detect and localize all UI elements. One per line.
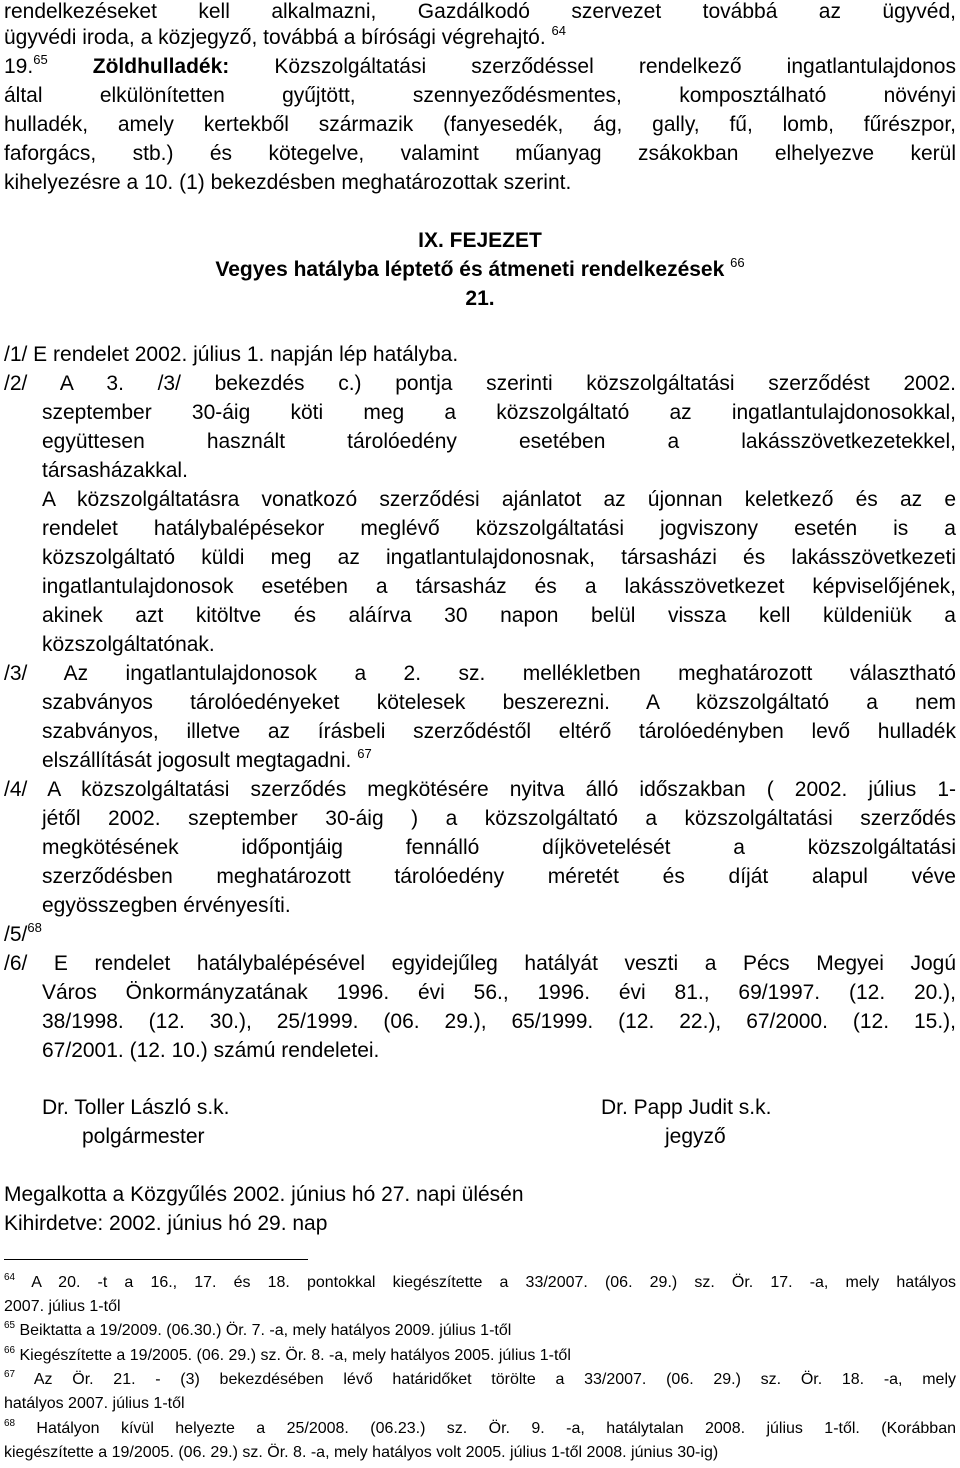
section-number: 21. bbox=[465, 287, 495, 310]
footnote-separator bbox=[4, 1259, 308, 1260]
text-line: együttesen használt tárolóedény esetében a lakásszövetkezetekkel, bbox=[42, 430, 956, 453]
paragraph-6: /6/ E rendelet hatálybalépésével egyidejűleg hatályát veszti a Pécs Megyei Jogú bbox=[4, 952, 956, 975]
text-line: szeptember 30-áig köti meg a közszolgáltató az ingatlantulajdonosokkal, bbox=[42, 401, 956, 424]
signature-right-name: Dr. Papp Judit s.k. bbox=[601, 1096, 772, 1119]
text-line: rendelet hatálybalépésekor meglévő közszolgáltatási jogviszony esetén is a bbox=[42, 517, 956, 540]
text-line: szabványos tárolóedényeket kötelesek beszerezni. A közszolgáltató a nem bbox=[42, 691, 956, 714]
text-line: 67/2001. (12. 10.) számú rendeletei. bbox=[42, 1039, 380, 1062]
paragraph-3: /3/ Az ingatlantulajdonosok a 2. sz. mellékletben meghatározott választható bbox=[4, 662, 956, 685]
text-line: A közszolgáltatásra vonatkozó szerződési ajánlatot az újonnan keletkező és az e bbox=[42, 488, 956, 511]
text-line: ügyvédi iroda, a közjegyző, továbbá a bírósági végrehajtó. $^{64}$ bbox=[4, 22, 567, 49]
footnote-ref[interactable]: 68 bbox=[27, 919, 42, 935]
text-line: szabványos, illetve az írásbeli szerződéstől eltérő tárolóedényben levő hulladék bbox=[42, 720, 956, 743]
paragraph-1: /1/ E rendelet 2002. július 1. napján lép hatályba. bbox=[4, 343, 459, 366]
footnote-67: $^{67}$ Az Ör. 21. - (3) bekezdésében lévő határidőket törölte a 33/2007. (06. 29.) sz. Ör. 18. -a, mely bbox=[4, 1369, 956, 1388]
text-line: közszolgáltatónak. bbox=[42, 633, 215, 656]
paragraph-4: /4/ A közszolgáltatási szerződés megkötésére nyitva álló időszakban ( 2002. július 1- bbox=[4, 778, 956, 801]
footnote-ref[interactable]: 64 bbox=[551, 22, 567, 38]
term-bold: Zöldhulladék: bbox=[92, 55, 230, 78]
adoption-note: Megalkotta a Közgyűlés 2002. június hó 27. napi ülésén bbox=[4, 1183, 524, 1206]
footnote-64-cont: 2007. július 1-től bbox=[4, 1298, 121, 1315]
footnote-68-cont: kiegészítette a 19/2005. (06. 29.) sz. Ör. 8. -a, mely hatályos volt 2005. július 1-től 2008. június 30-ig) bbox=[4, 1444, 719, 1461]
chapter-title: Vegyes hatályba léptető és átmeneti rendelkezések $^{66}$ bbox=[215, 254, 745, 281]
footnote-68: $^{68}$ Hatályon kívül helyezte a 25/2008. (06.23.) sz. Ör. 9. -a, hatálytalan 2008. július 1-től. (Korábban bbox=[4, 1418, 956, 1437]
text-line: közszolgáltató küldi meg az ingatlantulajdonosnak, társasházi és lakásszövetkezeti bbox=[42, 546, 956, 569]
footnote-ref[interactable]: 66 bbox=[730, 254, 745, 270]
text-line: Város Önkormányzatának 1996. évi 56., 1996. évi 81., 69/1997. (12. 20.), bbox=[42, 981, 956, 1004]
text-line: rendelkezéseket kell alkalmazni, Gazdálkodó szervezet továbbá az ügyvéd, bbox=[4, 0, 956, 23]
text-line: ingatlantulajdonosok esetében a társasház és a lakásszövetkezet képviselőjének, bbox=[42, 575, 956, 598]
footnote-ref[interactable]: 65 bbox=[33, 51, 48, 67]
definition-item-19: 19.65 Zöldhulladék: Közszolgáltatási szerződéssel rendelkező ingatlantulajdonos bbox=[4, 51, 956, 78]
footnote-66: $^{66}$ Kiegészítette a 19/2005. (06. 29.) sz. Ör. 8. -a, mely hatályos 2005. július 1-től bbox=[4, 1345, 571, 1364]
text-line: szerződésben meghatározott tárolóedény méretét és díját alapul véve bbox=[42, 865, 956, 888]
text-line: kihelyezésre a 10. (1) bekezdésben meghatározottak szerint. bbox=[4, 171, 572, 194]
text-line: által elkülönítetten gyűjtött, szennyeződésmentes, komposztálható növényi bbox=[4, 84, 956, 107]
text-line: egyösszegben érvényesíti. bbox=[42, 894, 291, 917]
paragraph-2: /2/ A 3. /3/ bekezdés c.) pontja szerinti közszolgáltatási szerződést 2002. bbox=[4, 372, 956, 395]
text-line: 38/1998. (12. 30.), 25/1999. (06. 29.), 65/1999. (12. 22.), 67/2000. (12. 15.), bbox=[42, 1010, 956, 1033]
text-line: megkötésének időpontjáig fennálló díjkövetelését a közszolgáltatási bbox=[42, 836, 956, 859]
publication-note: Kihirdetve: 2002. június hó 29. nap bbox=[4, 1212, 328, 1235]
text-line: társasházakkal. bbox=[42, 459, 188, 482]
chapter-number: IX. FEJEZET bbox=[418, 229, 542, 252]
text-line: akinek azt kitöltve és aláírva 30 napon belül vissza kell küldeniük a bbox=[42, 604, 956, 627]
paragraph-5: /5/$^{68}$ bbox=[4, 919, 42, 946]
footnote-65: $^{65}$ Beiktatta a 19/2009. (06.30.) Ör. 7. -a, mely hatályos 2009. július 1-től bbox=[4, 1320, 512, 1339]
text-line: faforgács, stb.) és kötegelve, valamint műanyag zsákokban elhelyezve kerül bbox=[4, 142, 956, 165]
footnote-67-cont: hatályos 2007. július 1-től bbox=[4, 1395, 185, 1412]
signature-right-title: jegyző bbox=[665, 1125, 726, 1148]
text-line: elszállítását jogosult megtagadni. $^{67}$ bbox=[42, 745, 372, 772]
text-line: jétől 2002. szeptember 30-áig ) a közszolgáltató a közszolgáltatási szerződés bbox=[42, 807, 956, 830]
footnote-ref[interactable]: 67 bbox=[357, 745, 372, 761]
signature-left-name: Dr. Toller László s.k. bbox=[42, 1096, 230, 1119]
text-line: hulladék, amely kertekből származik (fanyesedék, ág, gally, fű, lomb, fűrészpor, bbox=[4, 113, 956, 136]
footnote-64: $^{64}$ A 20. -t a 16., 17. és 18. pontokkal kiegészítette a 33/2007. (06. 29.) sz. Ör. 17. -a, mely hatályos bbox=[4, 1272, 956, 1291]
signature-left-title: polgármester bbox=[82, 1125, 205, 1148]
